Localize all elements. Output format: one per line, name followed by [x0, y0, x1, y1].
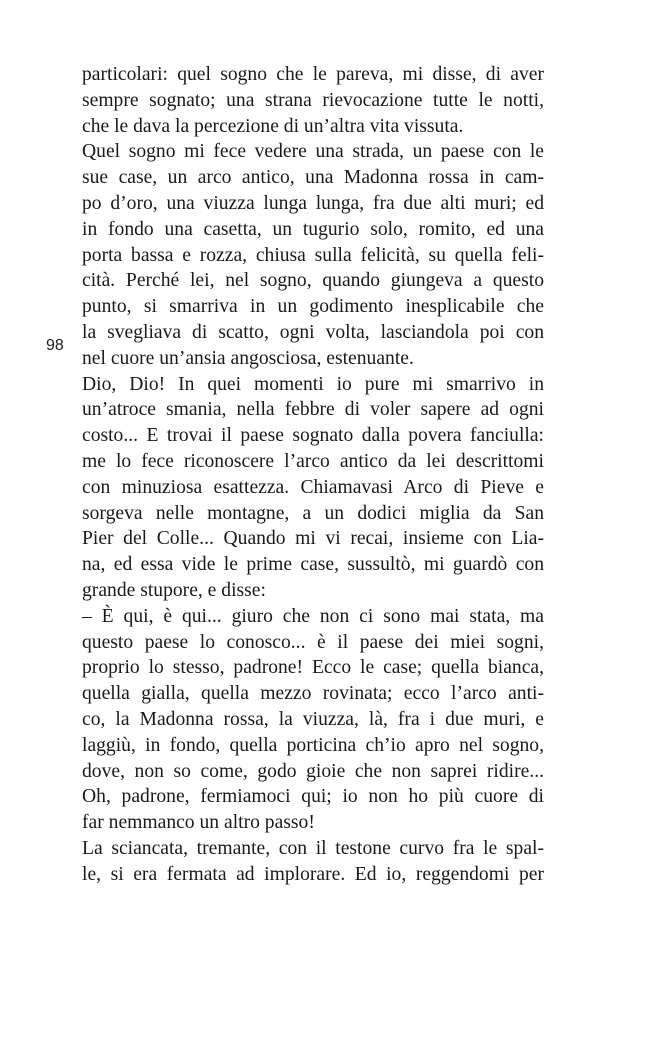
text-line: Pier del Colle... Quando mi vi recai, insieme con Lia-: [82, 528, 544, 550]
text-line: quella gialla, quella mezzo rovinata; ecco l’arco anti-: [82, 683, 544, 705]
text-line: proprio lo stesso, padrone! Ecco le case; quella bianca,: [82, 657, 544, 679]
text-line: particolari: quel sogno che le pareva, mi disse, di aver: [82, 64, 544, 85]
text-line: far nemmanco un altro passo!: [82, 812, 315, 834]
text-line: in fondo una casetta, un tugurio solo, romito, ed una: [82, 218, 544, 240]
text-line: co, la Madonna rossa, la viuzza, là, fra i due muri, e: [82, 708, 544, 730]
text-line: na, ed essa vide le prime case, sussultò, mi guardò con: [82, 554, 544, 576]
text-line: questo paese lo conosco... è il paese dei miei sogni,: [82, 631, 544, 653]
text-line: punto, si smarriva in un godimento inesplicabile che: [82, 296, 544, 318]
text-line: Dio, Dio! In quei momenti io pure mi smarrivo in: [82, 373, 544, 395]
text-line: Oh, padrone, fermiamoci qui; io non ho più cuore di: [82, 786, 544, 808]
text-line: sue case, un arco antico, una Madonna rossa in cam-: [82, 167, 544, 189]
text-line: la svegliava di scatto, ogni volta, lasciandola poi con: [82, 321, 544, 343]
text-line: La sciancata, tremante, con il testone curvo fra le spal-: [82, 837, 544, 859]
text-line: laggiù, in fondo, quella porticina ch’io apro nel sogno,: [82, 734, 544, 756]
text-line: sempre sognato; una strana rievocazione tutte le notti,: [82, 89, 544, 111]
text-line: cità. Perché lei, nel sogno, quando giungeva a questo: [82, 270, 544, 292]
text-line: le, si era fermata ad implorare. Ed io, reggendomi per: [82, 863, 544, 885]
text-line: costo... E trovai il paese sognato dalla povera fanciulla:: [82, 425, 544, 447]
text-line: dove, non so come, godo gioie che non saprei ridire...: [82, 760, 544, 782]
text-line: sorgeva nelle montagne, a un dodici miglia da San: [82, 502, 544, 524]
page-number: 98: [46, 337, 64, 354]
text-line: – È qui, è qui... giuro che non ci sono mai stata, ma: [82, 605, 544, 627]
text-line: un’atroce smania, nella febbre di voler sapere ad ogni: [82, 399, 544, 421]
body-text: [82, 62, 544, 888]
text-line: me lo fece riconoscere l’arco antico da lei descrittomi: [82, 450, 544, 472]
text-line: nel cuore un’ansia angosciosa, estenuante.: [82, 347, 414, 369]
text-line: che le dava la percezione di un’altra vita vissuta.: [82, 115, 464, 137]
text-line: po d’oro, una viuzza lunga lunga, fra due alti muri; ed: [82, 192, 544, 214]
text-line: con minuziosa esattezza. Chiamavasi Arco di Pieve e: [82, 476, 544, 498]
text-line: Quel sogno mi fece vedere una strada, un paese con le: [82, 141, 544, 163]
text-line: porta bassa e rozza, chiusa sulla felicità, su quella feli-: [82, 244, 544, 266]
text-line: grande stupore, e disse:: [82, 579, 266, 601]
